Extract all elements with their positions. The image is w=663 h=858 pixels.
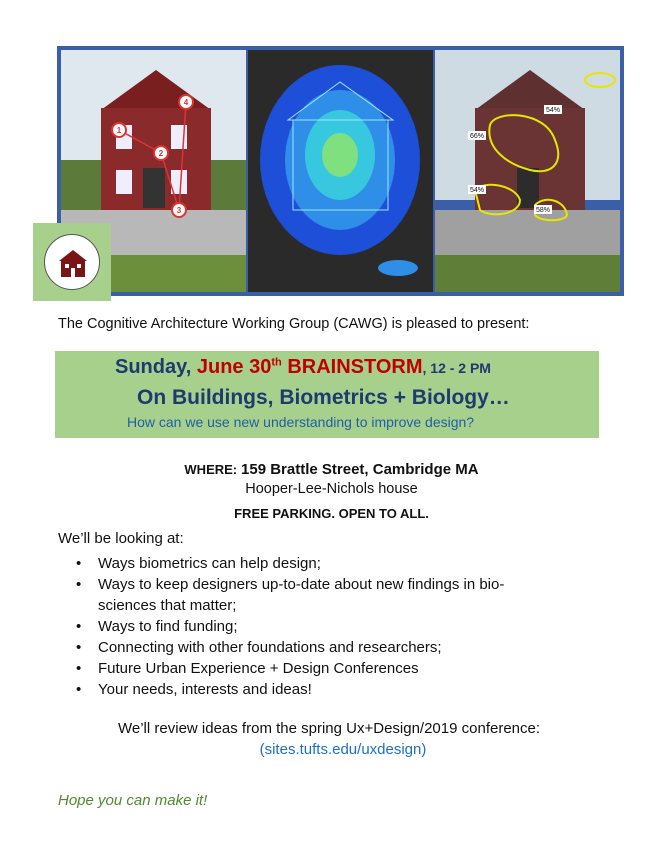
percent-label <box>468 131 486 140</box>
where-line <box>0 461 663 478</box>
list-item: • Future Urban Experience + Design Conferences <box>76 660 419 677</box>
list-item: • Ways to find funding; <box>76 618 238 635</box>
logo-box <box>33 223 111 301</box>
event-banner <box>55 351 599 438</box>
event-time: , 12 - 2 PM <box>422 360 491 376</box>
event-topic: On Buildings, Biometrics + Biology… <box>137 386 510 409</box>
hero-image-strip <box>57 46 624 296</box>
marker-label: 1 <box>116 126 122 135</box>
event-date-line <box>115 356 491 379</box>
percent-label <box>468 185 486 194</box>
where-label: WHERE: <box>184 462 238 477</box>
address: 159 Brattle Street, Cambridge MA <box>241 461 479 478</box>
marker-label: 4 <box>183 98 189 107</box>
closing-text: Hope you can make it! <box>58 792 208 809</box>
svg-text:54%: 54% <box>469 187 485 194</box>
list-item: • Ways biometrics can help design; <box>76 555 321 572</box>
percent-label <box>534 205 552 214</box>
event-day: Sunday, <box>115 356 192 378</box>
intro-text: The Cognitive Architecture Working Group (CAWG) is pleased to present: <box>58 316 530 332</box>
percent-label <box>544 105 562 114</box>
event-date: June 30th <box>196 356 282 378</box>
list-item: • Connecting with other foundations and researchers; <box>76 639 442 656</box>
list-item: • Your needs, interests and ideas! <box>76 681 312 698</box>
list-item-continuation: sciences that matter; <box>98 597 237 614</box>
venue-name: Hooper-Lee-Nichols house <box>245 481 418 497</box>
house-icon <box>44 234 100 290</box>
review-text: We’ll review ideas from the spring Ux+Design/2019 conference: <box>118 720 541 737</box>
svg-text:54%: 54% <box>545 107 561 114</box>
marker-label: 3 <box>176 206 182 215</box>
topics-list <box>72 553 612 700</box>
parking-note: FREE PARKING. OPEN TO ALL. <box>234 506 429 521</box>
list-item: • Ways to keep designers up-to-date about new findings in bio- <box>76 576 505 593</box>
looking-at-heading: We’ll be looking at: <box>58 530 184 547</box>
conference-link[interactable]: (sites.tufts.edu/uxdesign) <box>259 741 427 758</box>
svg-text:66%: 66% <box>469 133 485 140</box>
marker-label: 2 <box>158 149 164 158</box>
percent-regions-panel <box>435 50 620 292</box>
heatmap-panel <box>248 50 433 292</box>
event-name: BRAINSTORM <box>287 356 423 378</box>
svg-text:58%: 58% <box>535 207 551 214</box>
event-question: How can we use new understanding to improve design? <box>127 414 475 430</box>
